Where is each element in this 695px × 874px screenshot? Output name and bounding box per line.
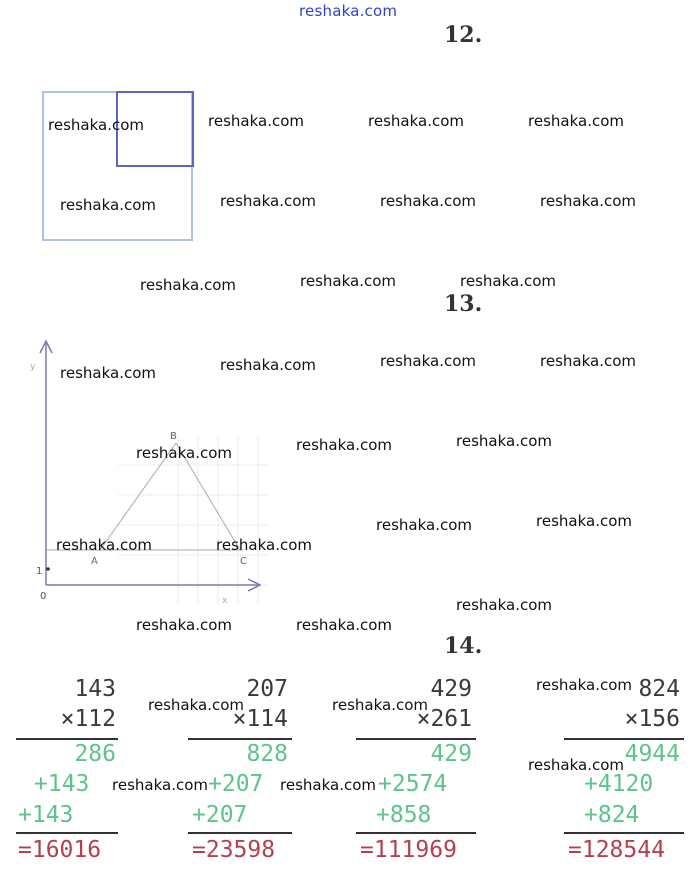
col2-multiplicand: 207 [246,676,288,702]
col4-partial-2: +4120 [584,771,654,797]
unit-dot [46,567,50,571]
col1-partial-3: +143 [18,802,74,828]
watermark: reshaka.com [380,352,476,370]
col2-rule-top [188,738,292,740]
col2-rule-bottom [188,832,292,834]
col3-rule-top [356,738,476,740]
watermark: reshaka.com [528,756,624,774]
watermark: reshaka.com [528,112,624,130]
col2-partial-3: +207 [192,802,248,828]
watermark: reshaka.com [456,596,552,614]
watermark: reshaka.com [56,536,152,554]
col1-partial-2: +143 [34,771,90,797]
col2-result: =23598 [192,837,276,863]
y-axis-label: y [30,362,36,372]
col1-partial-1: 286 [74,741,116,767]
watermark: reshaka.com [296,616,392,634]
watermark: reshaka.com [456,432,552,450]
col4-rule-top [564,738,684,740]
watermark: reshaka.com [140,276,236,294]
unit-label: 1 [36,566,43,577]
watermark: reshaka.com [380,192,476,210]
watermark: reshaka.com [536,676,632,694]
point-c-label: C [240,556,247,567]
watermark: reshaka.com [300,272,396,290]
col4-partial-3: +824 [584,802,640,828]
watermark: reshaka.com [296,436,392,454]
col2-multiplier: ×114 [232,706,288,732]
watermark: reshaka.com [368,112,464,130]
col3-multiplicand: 429 [430,676,472,702]
col3-rule-bottom [356,832,476,834]
col4-result: =128544 [568,837,665,863]
watermark: reshaka.com [216,536,312,554]
watermark: reshaka.com [148,696,244,714]
col4-multiplicand: 824 [638,676,680,702]
watermark: reshaka.com [136,616,232,634]
watermark: reshaka.com [220,192,316,210]
col1-rule-top [16,738,118,740]
col4-partial-1: 4944 [624,741,680,767]
col3-multiplier: ×261 [416,706,472,732]
watermark: reshaka.com [60,364,156,382]
task-number-12: 12. [444,22,483,48]
col2-partial-2: +207 [208,771,264,797]
watermark: reshaka.com [60,196,156,214]
col3-partial-3: +858 [376,802,432,828]
watermark: reshaka.com [112,776,208,794]
watermark: reshaka.com [460,272,556,290]
x-axis-label: x [222,596,228,606]
watermark: reshaka.com [48,116,144,134]
watermark: reshaka.com [536,512,632,530]
task-number-13: 13. [444,291,483,317]
col1-multiplicand: 143 [74,676,116,702]
point-b-label: B [170,431,177,442]
col4-multiplier: ×156 [624,706,680,732]
task-number-14: 14. [444,633,483,659]
col3-partial-1: 429 [430,741,472,767]
watermark: reshaka.com [280,776,376,794]
watermark: reshaka.com [136,444,232,462]
watermark: reshaka.com [540,192,636,210]
col3-partial-2: +2574 [378,771,448,797]
point-a-label: A [91,556,98,567]
col1-multiplier: ×112 [60,706,116,732]
watermark: reshaka.com [376,516,472,534]
col2-partial-1: 828 [246,741,288,767]
col1-result: =16016 [18,837,102,863]
watermark: reshaka.com [540,352,636,370]
col1-rule-bottom [16,832,118,834]
watermark: reshaka.com [332,696,428,714]
watermark: reshaka.com [208,112,304,130]
site-link[interactable]: reshaka.com [299,2,398,20]
col4-rule-bottom [564,832,684,834]
col3-result: =111969 [360,837,457,863]
origin-label: 0 [40,591,47,602]
watermark: reshaka.com [220,356,316,374]
